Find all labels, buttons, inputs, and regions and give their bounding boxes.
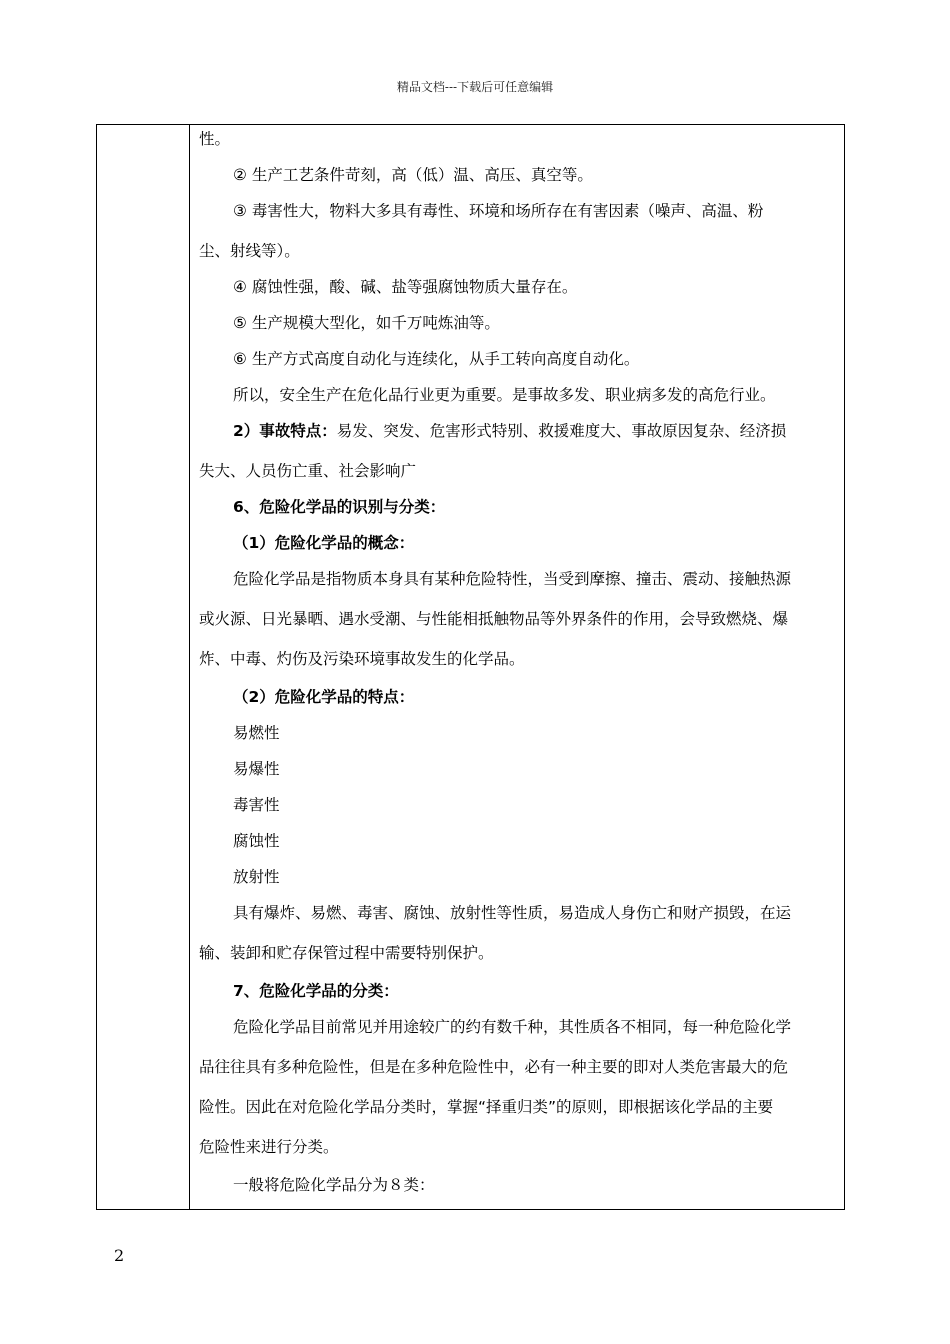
text-line: 品往往具有多种危险性，但是在多种危险性中，必有一种主要的即对人类危害最大的危 — [199, 1058, 789, 1076]
text-line: ② 生产工艺条件苛刻，高（低）温、高压、真空等。 — [233, 166, 593, 184]
text-line: 危险化学品目前常见并用途较广的约有数千种，其性质各不相同，每一种危险化学 — [233, 1018, 792, 1036]
text-line: 尘、射线等）。 — [199, 242, 300, 260]
text-line: ④ 腐蚀性强，酸、碱、盐等强腐蚀物质大量存在。 — [233, 278, 578, 296]
text-line: 失大、人员伤亡重、社会影响广 — [199, 462, 417, 480]
text-line: 输、装卸和贮存保管过程中需要特别保护。 — [199, 944, 494, 962]
text-line: 性。 — [199, 130, 231, 148]
text-line: 所以，安全生产在危化品行业更为重要。是事故多发、职业病多发的高危行业。 — [233, 386, 776, 404]
list-item: 腐蚀性 — [233, 832, 280, 850]
section-heading: 7、危险化学品的分类： — [233, 982, 399, 1000]
inline-heading: 2）事故特点： — [233, 422, 337, 440]
list-item: 毒害性 — [233, 796, 280, 814]
text-line: ③ 毒害性大，物料大多具有毒性、环境和场所存在有害因素（噪声、高温、粉 — [233, 202, 764, 220]
page-header: 精品文档---下载后可任意编辑 — [396, 80, 554, 94]
subsection-heading: （2）危险化学品的特点： — [233, 688, 415, 706]
list-item: 易爆性 — [233, 760, 280, 778]
list-item: 易燃性 — [233, 724, 280, 742]
text-line: ⑥ 生产方式高度自动化与连续化，从手工转向高度自动化。 — [233, 350, 640, 368]
table-column-divider — [189, 125, 190, 1209]
list-item: 放射性 — [233, 868, 280, 886]
text-line: 2）事故特点：易发、突发、危害形式特别、救援难度大、事故原因复杂、经济损 — [233, 422, 787, 440]
text-line: 一般将危险化学品分为８类： — [233, 1176, 435, 1194]
text-line: 炸、中毒、灼伤及污染环境事故发生的化学品。 — [199, 650, 525, 668]
text-line: 危险性来进行分类。 — [199, 1138, 339, 1156]
text-line: ⑤ 生产规模大型化，如千万吨炼油等。 — [233, 314, 500, 332]
page-number: 2 — [114, 1246, 125, 1265]
content-table — [96, 124, 845, 1210]
text-line: 险性。因此在对危险化学品分类时，掌握“择重归类”的原则，即根据该化学品的主要 — [199, 1098, 774, 1116]
subsection-heading: （1）危险化学品的概念： — [233, 534, 415, 552]
text-line: 危险化学品是指物质本身具有某种危险特性，当受到摩擦、撞击、震动、接触热源 — [233, 570, 792, 588]
text-line: 具有爆炸、易燃、毒害、腐蚀、放射性等性质，易造成人身伤亡和财产损毁，在运 — [233, 904, 792, 922]
text-line: 或火源、日光暴晒、遇水受潮、与性能相抵触物品等外界条件的作用，会导致燃烧、爆 — [199, 610, 789, 628]
section-heading: 6、危险化学品的识别与分类： — [233, 498, 446, 516]
